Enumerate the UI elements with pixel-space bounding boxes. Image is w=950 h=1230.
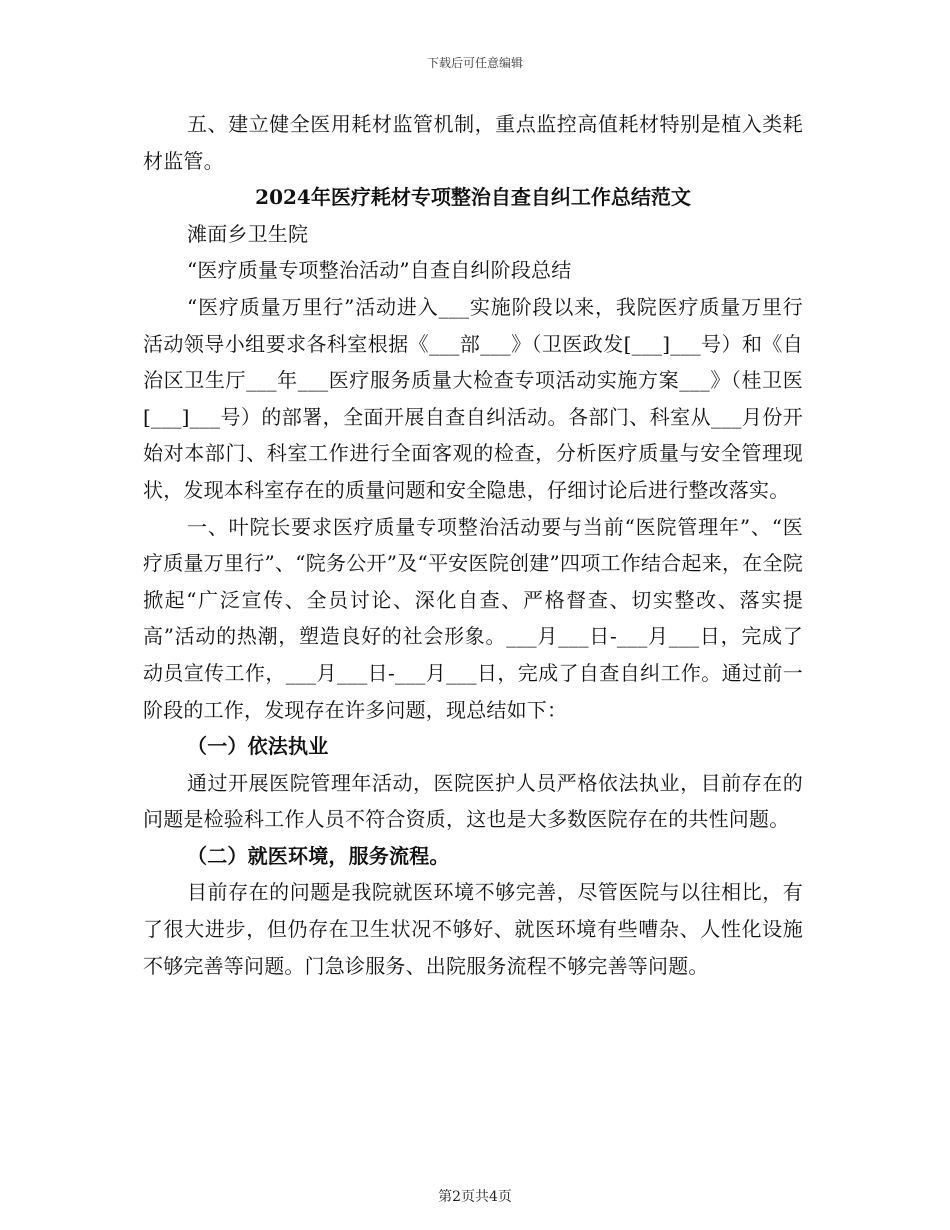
paragraph-item-5: 五、建立健全医用耗材监管机制，重点监控高值耗材特别是植入类耗材监管。 — [143, 112, 803, 173]
intro-paragraph: “医疗质量万里行”活动进入___实施阶段以来，我院医疗质量万里行活动领导小组要求各科室根据《___部___》（卫医政发[___]___号）和《自治区卫生厅___年___医疗服务质量大检查专项活动实施方案___》（桂卫医[___]___号）的部署，全面开展自查自纠活动。各部门、科室从___月份开始对本部门、科室工作进行全面客观的检查，分析医疗质量与安全管理现状，发现本科室存在的质量问题和安全隐患，仔细讨论后进行整改落实。 — [143, 294, 803, 502]
section-one-paragraph: 一、叶院长要求医疗质量专项整治活动要与当前“医院管理年”、“医疗质量万里行”、“院务公开”及“平安医院创建”四项工作结合起来，在全院掀起“广泛宣传、全员讨论、深化自查、严格督查、切实整改、落实提高”活动的热潮，塑造良好的社会形象。___月___日-___月___日，完成了动员宣传工作，___月___日-___月___日，完成了自查自纠工作。通过前一阶段的工作，发现存在许多问题，现总结如下： — [143, 514, 803, 722]
document-body — [143, 106, 803, 984]
environment-paragraph: 目前存在的问题是我院就医环境不够完善，尽管医院与以往相比，有了很大进步，但仍存在卫生状况不够好、就医环境有些嘈杂、人性化设施不够完善等问题。门急诊服务、出院服务流程不够完善等问题。 — [143, 880, 803, 978]
page-header-note: 下载后可任意编辑 — [426, 56, 523, 70]
institution-name: 滩面乡卫生院 — [187, 221, 309, 246]
page-number: 第2页共4页 — [438, 1189, 512, 1205]
document-title: 2024年医疗耗材专项整治自查自纠工作总结范文 — [255, 185, 691, 210]
summary-subtitle: “医疗质量专项整治活动”自查自纠阶段总结 — [187, 258, 572, 283]
legal-practice-paragraph: 通过开展医院管理年活动，医院医护人员严格依法执业，目前存在的问题是检验科工作人员不符合资质，这也是大多数医院存在的共性问题。 — [143, 770, 803, 832]
heading-legal-practice: （一）依法执业 — [187, 734, 329, 759]
heading-environment-process: （二）就医环境，服务流程。 — [187, 843, 450, 868]
